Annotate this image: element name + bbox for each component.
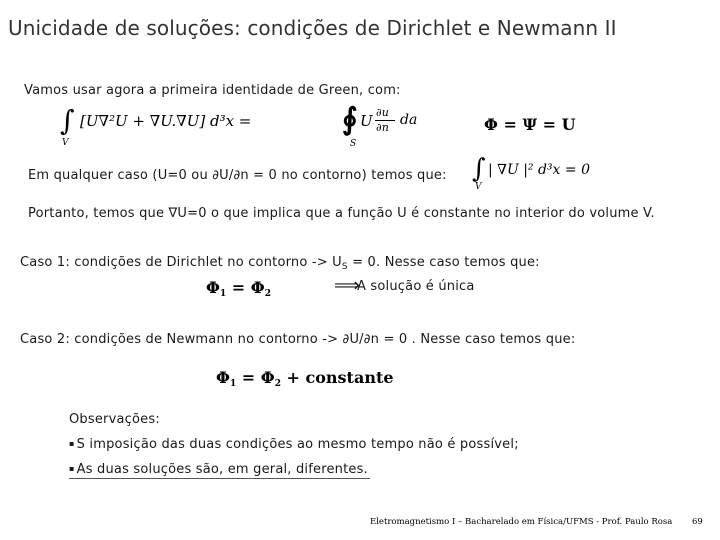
phi2-sub: 2 — [264, 289, 271, 299]
surface-limit: S — [350, 139, 357, 149]
case2-equation — [216, 368, 394, 389]
boundary-condition: Φ = Ψ = U — [484, 115, 576, 134]
case1-text — [20, 255, 540, 272]
green-identity-equation — [60, 104, 460, 154]
fraction-denominator: ∂n — [376, 121, 389, 134]
observation-item-2-text: As duas soluções são, em geral, diferentes. — [76, 462, 368, 477]
case2-phi1-sub: 1 — [229, 379, 237, 389]
surface-integrand: U — [360, 112, 373, 130]
volume-limit: V — [62, 138, 69, 148]
case2-plus-constant: + constante — [280, 368, 394, 387]
volume-integral-sign: ∫ — [60, 104, 75, 137]
result-integral-sign: ∫ — [472, 154, 486, 184]
case2-text: Caso 2: condições de Newmann no contorno -> ∂U/∂n = 0 . Nesse caso temos que: — [20, 332, 576, 347]
case1-text-after: = 0. Nesse caso temos que: — [347, 255, 540, 270]
case1-subscript: S — [341, 262, 348, 272]
phi1-sub: 1 — [219, 289, 227, 299]
unique-solution-text: A solução é única — [357, 279, 475, 294]
case1-equation — [206, 278, 271, 299]
intro-text: Vamos usar agora a primeira identidade de Green, com: — [24, 83, 401, 98]
observation-item-1-text: S imposição das duas condições ao mesmo tempo não é possível; — [76, 437, 519, 452]
observation-item-1 — [69, 437, 519, 452]
equals-sign: = — [226, 278, 251, 297]
slide-title: Unicidade de soluções: condições de Dirichlet e Newmann II — [8, 16, 617, 40]
surface-element: da — [400, 112, 418, 128]
result-text: Em qualquer caso (U=0 ou ∂U/∂n = 0 no contorno) temos que: — [28, 168, 447, 183]
case1-text-before: Caso 1: condições de Dirichlet no contorno -> U — [20, 255, 342, 270]
case2-phi2-sub: 2 — [274, 379, 281, 389]
result-integrand: | ∇U |² d³x = 0 — [488, 162, 590, 178]
page-number: 69 — [692, 517, 703, 527]
fraction-numerator: ∂u — [376, 106, 389, 119]
case2-phi1: Φ — [216, 368, 230, 387]
implies-arrow-icon: ⟹ — [334, 275, 360, 296]
case2-equals: = — [236, 368, 261, 387]
result-volume-limit: V — [475, 182, 482, 192]
green-integrand: [U∇²U + ∇U.∇U] d³x = — [80, 112, 252, 130]
bullet-icon: ▪ — [69, 464, 75, 473]
result-equation — [472, 154, 652, 194]
case2-phi2: Φ — [260, 368, 275, 387]
surface-integral-sign: ∮ — [342, 102, 358, 137]
footer-course: Eletromagnetismo I – Bacharelado em Física/UFMS - Prof. Paulo Rosa — [370, 517, 673, 527]
observations-heading: Observações: — [69, 412, 160, 427]
conclusion-text: Portanto, temos que ∇U=0 o que implica que a função U é constante no interior do volume V. — [28, 206, 655, 221]
observations-divider — [69, 478, 370, 479]
observation-item-2 — [69, 462, 368, 477]
phi2: Φ — [250, 278, 265, 297]
bullet-icon: ▪ — [69, 439, 75, 448]
phi1: Φ — [206, 278, 220, 297]
